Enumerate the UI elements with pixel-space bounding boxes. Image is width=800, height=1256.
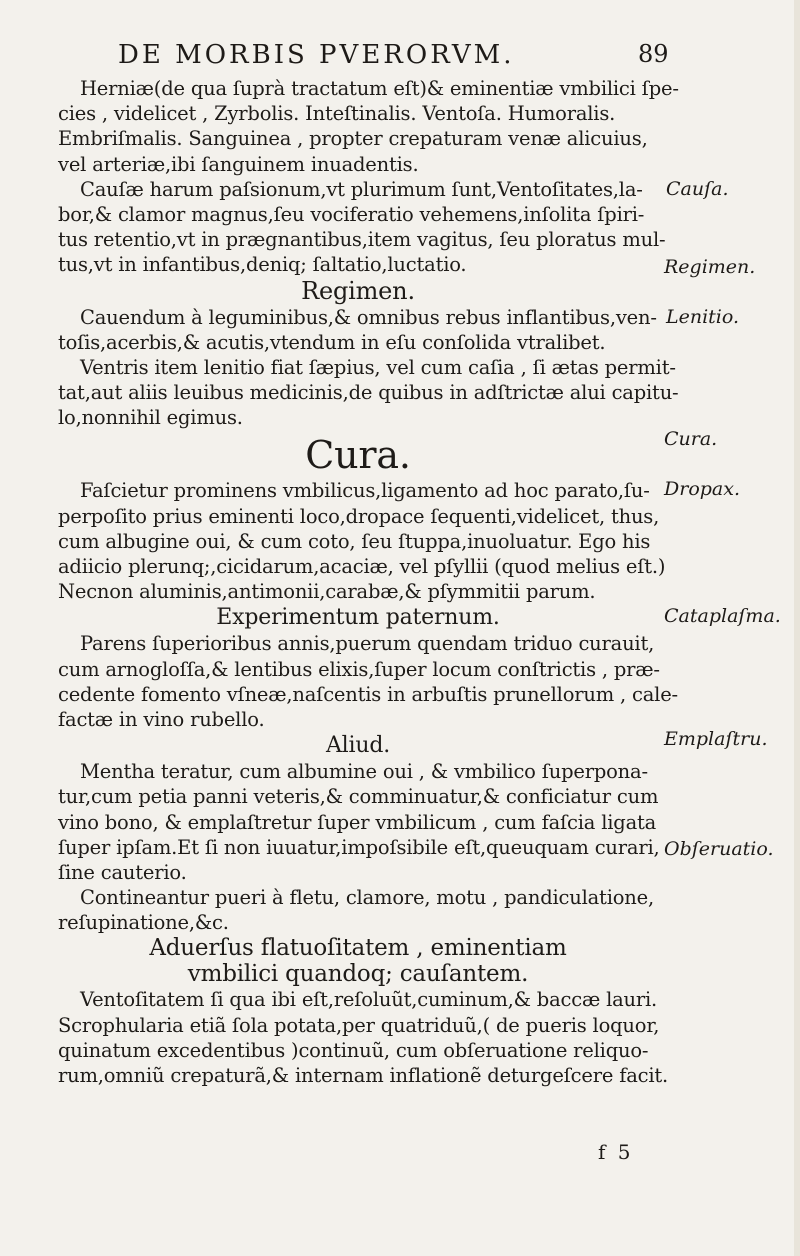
text-line: Scrophularia etiã ſola potata,per quatriduũ,( de pueris loquor, [58, 1013, 660, 1037]
text-line: Herniæ(de qua ſuprà tractatum eſt)& eminentiæ vmbilici ſpe- [80, 77, 679, 100]
text-line: cum albugine oui, & cum coto, ſeu ſtuppa,inuoluatur. Ego his [58, 529, 651, 553]
text-line: cedente fomento vſneæ,naſcentis in arbuſtis prunellorum , cale- [58, 682, 678, 706]
text-line: quinatum excedentibus )continuũ, cum obſeruatione reliquo- [58, 1038, 649, 1062]
text-line: tus,vt in infantibus,deniq; ſaltatio,luctatio. [58, 253, 467, 277]
text-line: Cauſæ harum paſsionum,vt plurimum ſunt,Ventoſitates,la- [80, 177, 643, 201]
text-block [58, 76, 679, 1088]
text-line: vino bono, & emplaſtretur ſuper vmbilicum , cum faſcia ligata [58, 810, 657, 834]
text-line: rum,omniũ crepaturã,& internam inflationẽ deturgeſcere facit. [58, 1064, 669, 1087]
text-line: Necnon aluminis,antimonii,carabæ,& pſymmitii parum. [58, 580, 596, 604]
section-heading-aduersus: Aduerſus flatuoſitatem , eminentiam [149, 935, 567, 962]
text-line: cum arnogloſſa,& lentibus elixis,ſuper locum conſtrictis , præ- [58, 657, 660, 681]
text-line: lo,nonnihil egimus. [58, 406, 243, 430]
signature-mark: f 5 [598, 1140, 634, 1164]
margin-note-lenitio: Lenitio. [666, 306, 740, 328]
margin-note-emplastru: Emplaſtru. [664, 728, 768, 750]
text-line: factæ in vino rubello. [58, 707, 265, 731]
text-line: Faſcietur prominens vmbilicus,ligamento ad hoc parato,ſu- [80, 479, 650, 503]
section-heading-aliud: Aliud. [325, 733, 390, 759]
text-line: ſine cauterio. [58, 860, 187, 884]
margin-note-obseruatio: Obſeruatio. [664, 838, 774, 860]
section-heading-experimentum: Experimentum paternum. [216, 605, 500, 631]
text-line: cies , videlicet , Zyrbolis. Inteſtinalis. Ventoſa. Humoralis. [58, 102, 616, 126]
text-line: vel arteriæ,ibi ſanguinem inuadentis. [58, 152, 419, 176]
text-line: adiicio plerunq;,cicidarum,acaciæ, vel pſyllii (quod melius eſt.) [58, 555, 666, 578]
text-line: Ventoſitatem ſi qua ibi eſt,reſoluũt,cuminum,& baccæ lauri. [80, 988, 658, 1012]
text-line: tur,cum petia panni veteris,& comminuatur,& conficiatur cum [58, 785, 659, 809]
text-line: Mentha teratur, cum albumine oui , & vmbilico ſuperpona- [80, 760, 648, 784]
text-line: Contineantur pueri à fletu, clamore, motu , pandiculatione, [80, 886, 654, 910]
margin-note-cura: Cura. [664, 428, 718, 450]
text-line: reſupinatione,&c. [58, 911, 229, 935]
page-number: 89 [638, 40, 669, 68]
text-line: Ventris item lenitio fiat ſæpius, vel cum caſia , ſi ætas permit- [80, 355, 676, 379]
running-title: DE MORBIS PVERORVM. [118, 40, 515, 70]
text-line: tus retentio,vt in prægnantibus,item vagitus, ſeu ploratus mul- [58, 228, 666, 252]
text-line: ſuper ipſam.Et ſi non iuuatur,impoſsibile eſt,queuquam curari, [58, 835, 660, 859]
text-line: perpoſito prius eminenti loco,dropace ſequenti,videlicet, thus, [58, 504, 660, 528]
text-line: Parens ſuperioribus annis,puerum quendam triduo curauit, [80, 632, 655, 656]
text-line: Embriſmalis. Sanguinea , propter crepaturam venæ alicuius, [58, 127, 648, 151]
section-heading-regimen: Regimen. [301, 276, 415, 305]
text-line: toſis,acerbis,& acutis,vtendum in eſu conſolida vtralibet. [58, 330, 606, 354]
page-edge [794, 0, 800, 1256]
margin-note-regimen: Regimen. [664, 256, 756, 278]
running-header [118, 40, 678, 70]
margin-note-dropax: Dropax. [664, 478, 740, 500]
text-line: tat,aut aliis leuibus medicinis,de quibus in adſtrictæ alui capitu- [58, 381, 679, 405]
section-heading-cura: Cura. [305, 433, 411, 478]
text-line: Cauendum à leguminibus,& omnibus rebus inflantibus,ven- [80, 305, 657, 329]
margin-note-cataplasma: Cataplaſma. [664, 605, 781, 627]
text-line: bor,& clamor magnus,ſeu vociferatio vehemens,inſolita ſpiri- [58, 202, 645, 226]
section-heading-aduersus-cont: vmbilici quandoq; cauſantem. [187, 961, 529, 988]
margin-note-causa: Cauſa. [666, 178, 729, 200]
